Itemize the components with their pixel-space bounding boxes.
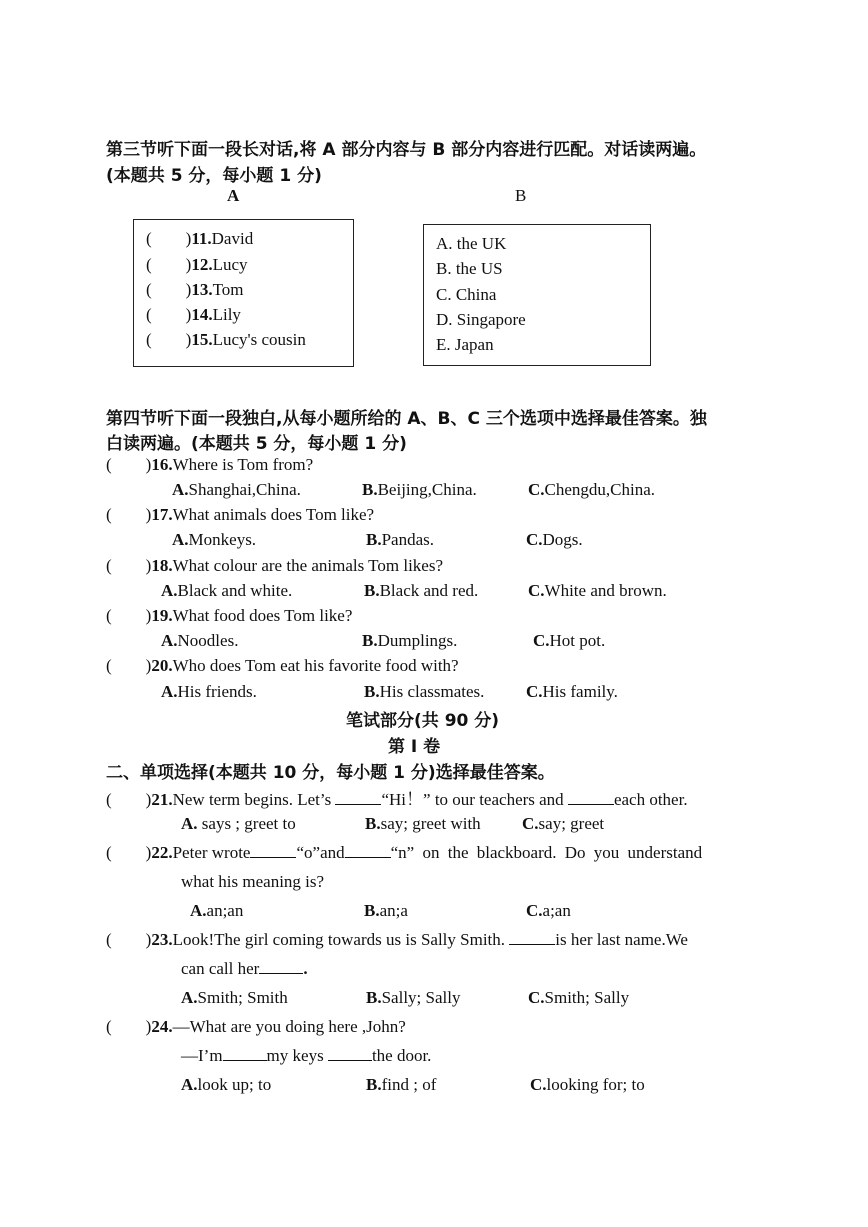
q16-option-b: B.Beijing,China. [362,480,477,499]
q23-option-b: B.Sally; Sally [366,988,461,1007]
q24-line2: —I’m my keys the door. [181,1046,432,1065]
q18-option-b: B.Black and red. [364,581,479,600]
question-21: ( )21.New term begins. Let’s “Hi！” to our teachers and each other. [106,790,688,809]
question-24: ( )24.—What are you doing here ,John? [106,1017,406,1036]
q22-option-c: C.a;an [526,901,571,920]
question-17: ( )17.What animals does Tom like? [106,505,375,524]
q21-option-b: B.say; greet with [365,814,481,833]
q17-option-c: C.Dogs. [526,530,583,549]
q20-option-a: A.His friends. [161,682,257,701]
question-22: ( )22.Peter wrote “o”and “n” on the blackboard. Do you understand [106,843,703,862]
section3-note: (本题共 5 分，每小题 1 分) [106,166,322,186]
question-18: ( )18.What colour are the animals Tom likes? [106,556,443,575]
match-item-14: ( )14.Lily [146,305,241,324]
column-b-label: B [515,186,527,205]
q23-option-c: C.Smith; Sally [528,988,630,1007]
q19-option-a: A.Noodles. [161,631,239,650]
answer-blank[interactable] [250,843,296,858]
question-20: ( )20.Who does Tom eat his favorite food with? [106,656,459,675]
q18-option-c: C.White and brown. [528,581,667,600]
match-option-b: B. the US [436,259,503,278]
match-item-13: ( )13.Tom [146,280,244,299]
question-16: ( )16.Where is Tom from? [106,455,314,474]
match-box-b [423,224,651,366]
q24-option-a: A.look up; to [181,1075,272,1094]
section3-title: 第三节听下面一段长对话,将 A 部分内容与 B 部分内容进行匹配。对话读两遍。 [106,140,707,160]
answer-blank[interactable] [335,790,381,805]
q22-option-a: A.an;an [190,901,244,920]
q16-option-a: A.Shanghai,China. [172,480,301,499]
match-item-11: ( )11.David [146,229,254,248]
question-19: ( )19.What food does Tom like? [106,606,353,625]
q24-option-c: C.looking for; to [530,1075,645,1094]
section4-title-cont: 白读两遍。(本题共 5 分，每小题 1 分) [106,434,407,454]
answer-blank[interactable] [259,959,303,974]
answer-blank[interactable] [328,1046,372,1061]
match-option-e: E. Japan [436,335,494,354]
match-box-a [133,219,354,367]
q23-option-a: A.Smith; Smith [181,988,288,1007]
q19-option-c: C.Hot pot. [533,631,606,650]
q18-option-a: A.Black and white. [161,581,293,600]
q17-option-a: A.Monkeys. [172,530,257,549]
section4-title: 第四节听下面一段独白,从每小题所给的 A、B、C 三个选项中选择最佳答案。独 [106,409,707,429]
match-item-15: ( )15.Lucy's cousin [146,330,306,349]
column-a-label: A [227,186,240,205]
q19-option-b: B.Dumplings. [362,631,458,650]
written-part-heading: 笔试部分(共 90 分) [346,711,500,731]
q22-option-b: B.an;a [364,901,408,920]
answer-blank[interactable] [568,790,614,805]
q17-option-b: B.Pandas. [366,530,435,549]
answer-blank[interactable] [345,843,391,858]
match-item-12: ( )12.Lucy [146,255,248,274]
question-23: ( )23.Look!The girl coming towards us is Sally Smith. is her last name.We [106,930,688,949]
q21-option-c: C.say; greet [522,814,605,833]
q20-option-b: B.His classmates. [364,682,485,701]
q23-line2: can call her . [181,959,308,978]
volume-heading: 第 I 卷 [388,737,441,757]
answer-blank[interactable] [223,1046,267,1061]
match-option-c: C. China [436,285,497,304]
q24-option-b: B.find ; of [366,1075,437,1094]
part2-heading: 二、单项选择(本题共 10 分，每小题 1 分)选择最佳答案。 [106,763,555,783]
match-option-d: D. Singapore [436,310,526,329]
answer-blank[interactable] [509,930,555,945]
q22-line2: what his meaning is? [181,872,325,891]
q21-option-a: A. says ; greet to [181,814,296,833]
q20-option-c: C.His family. [526,682,618,701]
q16-option-c: C.Chengdu,China. [528,480,656,499]
match-option-a: A. the UK [436,234,507,253]
